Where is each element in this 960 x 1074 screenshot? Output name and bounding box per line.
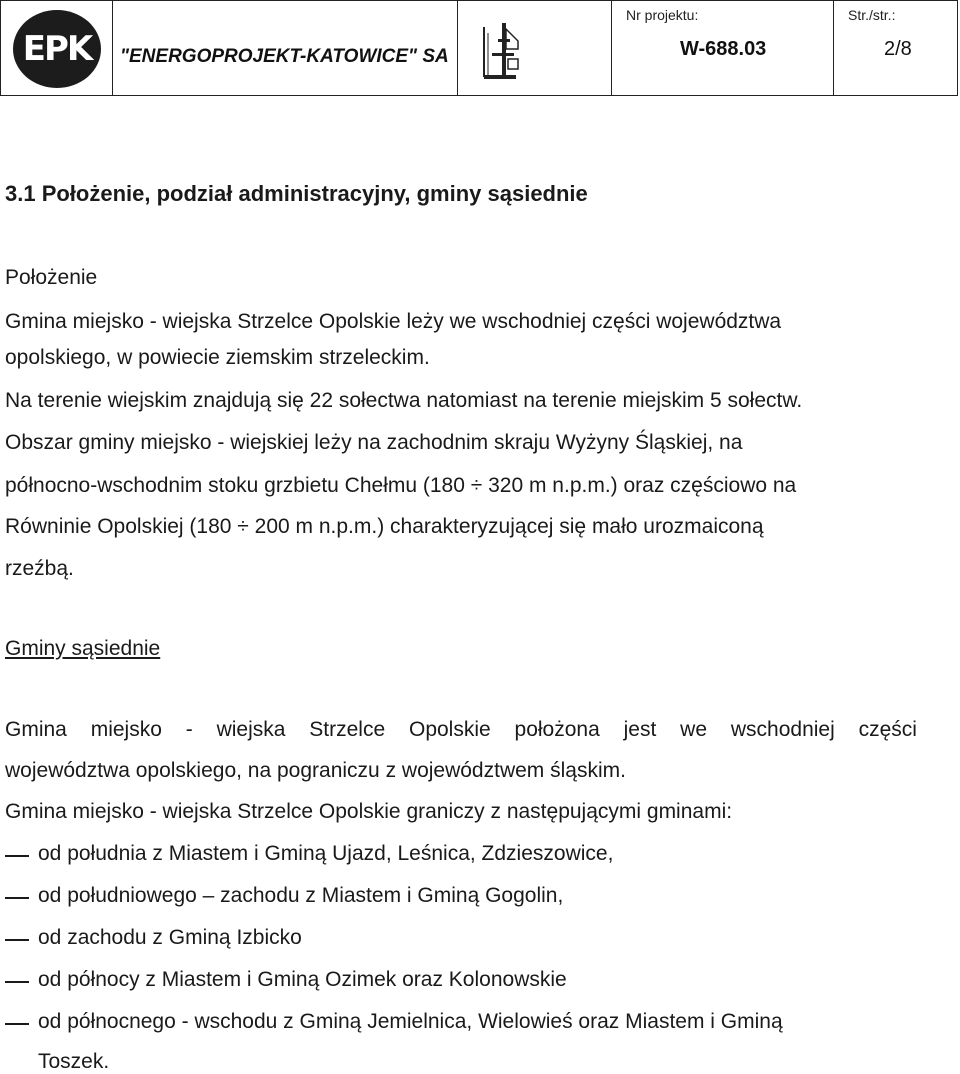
location-line: Na terenie wiejskim znajdują się 22 sołectwa natomiast na terenie miejskim 5 sołectw. xyxy=(5,389,803,412)
company-name: "ENERGOPROJEKT-KATOWICE" SA xyxy=(120,46,449,67)
dash-bullet-icon xyxy=(5,897,29,899)
dash-bullet-icon xyxy=(5,855,29,857)
dash-bullet-icon xyxy=(5,1023,29,1025)
page-number-label: Str./str.: xyxy=(848,7,896,23)
project-number-label: Nr projektu: xyxy=(626,7,699,23)
location-heading: Położenie xyxy=(5,266,98,289)
list-item-continuation: Toszek. xyxy=(38,1050,110,1073)
list-item: od południa z Miastem i Gminą Ujazd, Leśnica, Zdzieszowice, xyxy=(38,842,614,865)
neighbors-heading: Gminy sąsiednie xyxy=(5,637,161,660)
location-line: opolskiego, w powiecie ziemskim strzeleckim. xyxy=(5,346,430,369)
section-title: 3.1 Położenie, podział administracyjny, gminy sąsiednie xyxy=(5,181,588,206)
location-line: Gmina miejsko - wiejska Strzelce Opolskie leży we wschodniej części województwa xyxy=(5,310,782,333)
location-line: rzeźbą. xyxy=(5,557,74,580)
word: części xyxy=(858,718,917,741)
company-logo: EPK xyxy=(13,10,101,88)
word: jest xyxy=(623,718,657,741)
word: miejsko xyxy=(90,718,162,741)
word: - xyxy=(185,718,193,741)
neighbors-paragraph-justified xyxy=(5,718,917,742)
word: we xyxy=(680,718,708,741)
word: położona xyxy=(514,718,600,741)
neighbors-paragraph-line: województwa opolskiego, na pograniczu z województwem śląskim. xyxy=(5,759,626,782)
location-line: Obszar gminy miejsko - wiejskiej leży na zachodnim skraju Wyżyny Śląskiej, na xyxy=(5,431,743,454)
project-number-cell xyxy=(612,1,834,95)
list-item: od północnego - wschodu z Gminą Jemielnica, Wielowieś oraz Miastem i Gminą xyxy=(38,1010,783,1033)
word: wschodniej xyxy=(730,718,835,741)
project-number-value: W-688.03 xyxy=(680,38,767,60)
page-number-cell xyxy=(834,1,957,95)
document-header xyxy=(0,0,958,96)
word: wiejska xyxy=(216,718,286,741)
company-cell xyxy=(113,1,458,95)
mark-cell xyxy=(458,1,612,95)
list-item: od północy z Miastem i Gminą Ozimek oraz Kolonowskie xyxy=(38,968,567,991)
neighbors-intro: Gmina miejsko - wiejska Strzelce Opolskie graniczy z następującymi gminami: xyxy=(5,800,733,823)
location-line: Równinie Opolskiej (180 ÷ 200 m n.p.m.) charakteryzującej się mało urozmaiconą xyxy=(5,515,764,538)
page-number-value: 2/8 xyxy=(884,38,912,60)
word: Opolskie xyxy=(408,718,491,741)
word: Gmina xyxy=(5,718,67,741)
list-item: od zachodu z Gminą Izbicko xyxy=(38,926,302,949)
logo-cell xyxy=(1,1,113,95)
word: Strzelce xyxy=(309,718,386,741)
company-mark-icon xyxy=(478,19,528,81)
list-item: od południowego – zachodu z Miastem i Gminą Gogolin, xyxy=(38,884,564,907)
dash-bullet-icon xyxy=(5,939,29,941)
dash-bullet-icon xyxy=(5,981,29,983)
location-line: północno-wschodnim stoku grzbietu Chełmu (180 ÷ 320 m n.p.m.) oraz częściowo na xyxy=(5,474,797,497)
